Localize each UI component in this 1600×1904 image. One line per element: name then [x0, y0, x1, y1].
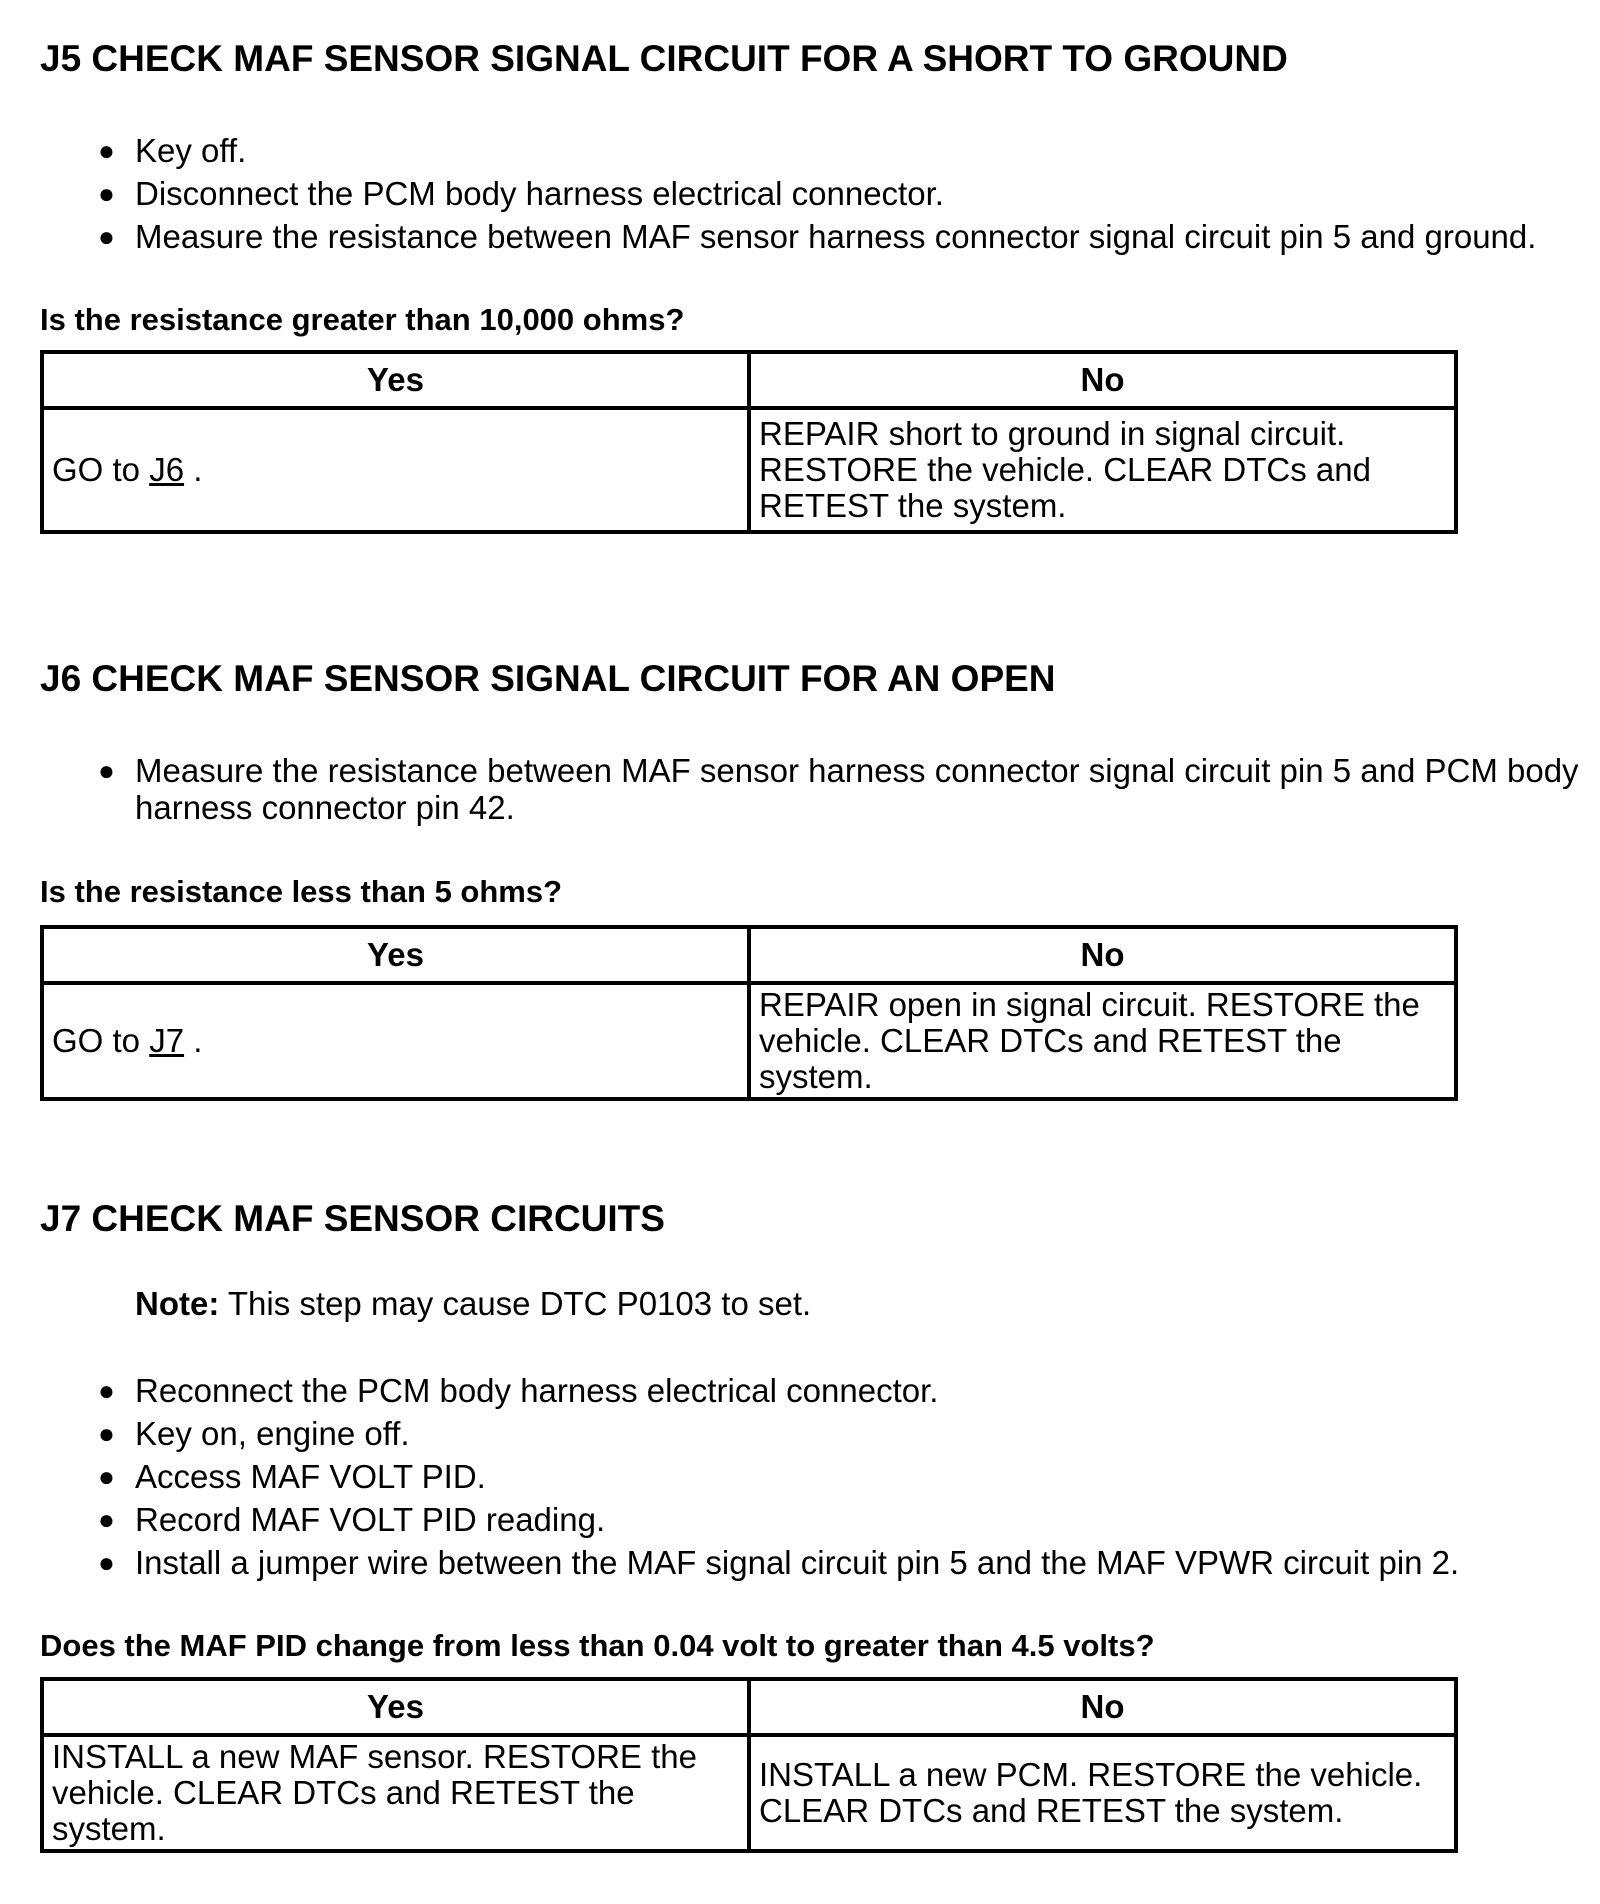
list-item	[40, 752, 1580, 826]
yes-header: Yes	[42, 352, 749, 408]
step-text: Access MAF VOLT PID.	[135, 1458, 486, 1495]
j7-steps	[40, 1369, 1580, 1584]
note-text: This step may cause DTC P0103 to set.	[219, 1285, 812, 1322]
goto-j7-link[interactable]: J7	[149, 1022, 185, 1059]
yes-cell	[42, 408, 749, 532]
list-item	[40, 215, 1580, 258]
section-j7	[40, 1197, 1580, 1241]
list-item	[40, 1541, 1580, 1584]
step-text: Record MAF VOLT PID reading.	[135, 1501, 606, 1538]
list-item	[40, 1455, 1580, 1498]
question: Is the resistance greater than 10,000 ohms?	[40, 302, 685, 337]
goto-j6-link[interactable]: J6	[149, 451, 185, 488]
no-cell: REPAIR open in signal circuit. RESTORE the vehicle. CLEAR DTCs and RETEST the system.	[749, 983, 1456, 1099]
yes-no-table	[40, 350, 1458, 534]
question: Is the resistance less than 5 ohms?	[40, 874, 563, 909]
section-title: J7 CHECK MAF SENSOR CIRCUITS	[40, 1198, 665, 1239]
step-text: Reconnect the PCM body harness electrical connector.	[135, 1372, 939, 1409]
j7-table-wrap	[40, 1677, 1580, 1853]
step-text: Key off.	[135, 132, 247, 169]
bullet-icon: ●	[98, 1461, 115, 1492]
no-header: No	[749, 1679, 1456, 1735]
question: Does the MAF PID change from less than 0.04 volt to greater than 4.5 volts?	[40, 1628, 1155, 1663]
list-item	[40, 1412, 1580, 1455]
step-text: Measure the resistance between MAF sensor harness connector signal circuit pin 5 and PCM body harness connector pin 42.	[135, 752, 1579, 826]
no-cell: REPAIR short to ground in signal circuit. RESTORE the vehicle. CLEAR DTCs and RETEST the system.	[749, 408, 1456, 532]
bullet-icon: ●	[98, 221, 115, 252]
bullet-icon: ●	[98, 1375, 115, 1406]
j6-table-wrap	[40, 925, 1580, 1101]
bullet-icon: ●	[98, 755, 115, 786]
yes-header: Yes	[42, 1679, 749, 1735]
bullet-icon: ●	[98, 1547, 115, 1578]
section-title: J5 CHECK MAF SENSOR SIGNAL CIRCUIT FOR A SHORT TO GROUND	[40, 38, 1288, 79]
yes-cell	[42, 983, 749, 1099]
section-title: J6 CHECK MAF SENSOR SIGNAL CIRCUIT FOR AN OPEN	[40, 658, 1056, 699]
note	[40, 1282, 1600, 1325]
step-text: Install a jumper wire between the MAF signal circuit pin 5 and the MAF VPWR circuit pin 2.	[135, 1544, 1460, 1581]
yes-no-table	[40, 925, 1458, 1101]
no-header: No	[749, 352, 1456, 408]
bullet-icon: ●	[98, 1418, 115, 1449]
j5-table-wrap	[40, 350, 1580, 534]
section-j5	[40, 37, 1580, 81]
yes-suffix: .	[184, 451, 203, 488]
list-item	[40, 1498, 1580, 1541]
list-item	[40, 172, 1580, 215]
bullet-icon: ●	[98, 135, 115, 166]
yes-no-table	[40, 1677, 1458, 1853]
yes-prefix: GO to	[52, 451, 150, 488]
j5-steps	[40, 129, 1580, 258]
yes-suffix: .	[184, 1022, 203, 1059]
no-cell: INSTALL a new PCM. RESTORE the vehicle. CLEAR DTCs and RETEST the system.	[749, 1735, 1456, 1851]
bullet-icon: ●	[98, 178, 115, 209]
bullet-icon: ●	[98, 1504, 115, 1535]
step-text: Disconnect the PCM body harness electrical connector.	[135, 175, 944, 212]
list-item	[40, 129, 1580, 172]
list-item	[40, 1369, 1580, 1412]
yes-header: Yes	[42, 927, 749, 983]
step-text: Measure the resistance between MAF sensor harness connector signal circuit pin 5 and ground.	[135, 218, 1537, 255]
yes-prefix: GO to	[52, 1022, 150, 1059]
no-header: No	[749, 927, 1456, 983]
yes-cell: INSTALL a new MAF sensor. RESTORE the vehicle. CLEAR DTCs and RETEST the system.	[42, 1735, 749, 1851]
j6-steps	[40, 752, 1580, 826]
note-label: Note:	[135, 1285, 220, 1322]
step-text: Key on, engine off.	[135, 1415, 410, 1452]
section-j6	[40, 657, 1580, 701]
